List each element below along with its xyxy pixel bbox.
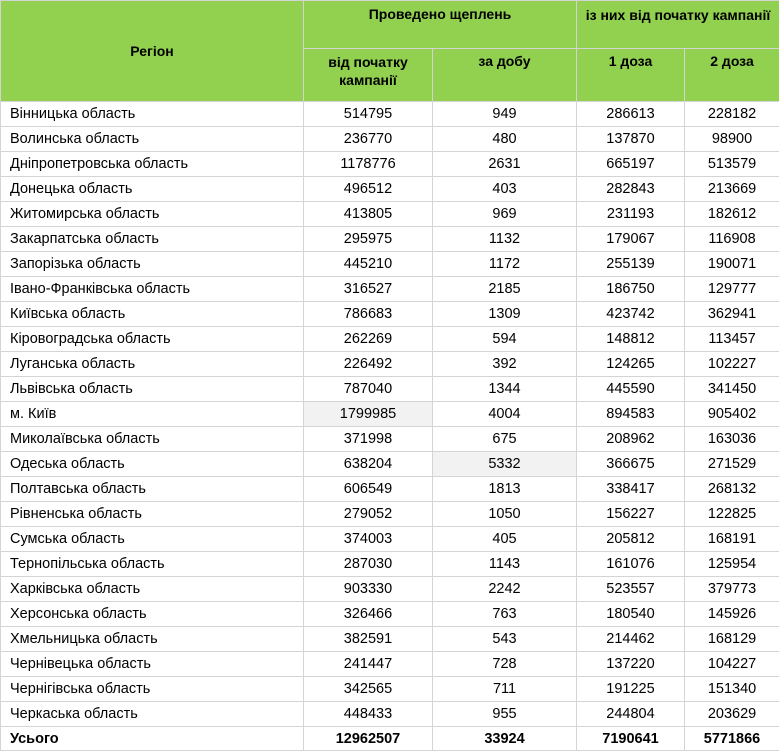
dose-2-cell[interactable]: 341450 [685,377,779,402]
header-region[interactable]: Регіон [1,1,304,102]
table-row [1,352,779,377]
region-cell[interactable]: Хмельницька область [1,627,304,652]
per-day-cell[interactable]: 2631 [433,152,577,177]
header-vaccinations[interactable]: Проведено щеплень [304,1,577,49]
per-day-cell[interactable]: 955 [433,702,577,727]
since-start-cell[interactable]: 342565 [304,677,433,702]
header-per-day[interactable]: за добу [433,49,577,102]
since-start-cell[interactable]: 295975 [304,227,433,252]
dose-1-cell[interactable]: 423742 [577,302,685,327]
dose-1-cell[interactable]: 179067 [577,227,685,252]
dose-1-cell[interactable]: 665197 [577,152,685,177]
dose-1-cell[interactable]: 205812 [577,527,685,552]
totals-per-day[interactable]: 33924 [433,727,577,751]
per-day-cell[interactable]: 480 [433,127,577,152]
per-day-cell[interactable]: 1172 [433,252,577,277]
region-cell[interactable]: Івано-Франківська область [1,277,304,302]
region-cell[interactable]: Одеська область [1,452,304,477]
region-cell[interactable]: Полтавська область [1,477,304,502]
dose-1-cell[interactable]: 255139 [577,252,685,277]
per-day-cell[interactable]: 5332 [433,452,577,477]
table-row [1,552,779,577]
region-cell[interactable]: Львівська область [1,377,304,402]
per-day-cell[interactable]: 711 [433,677,577,702]
header-dose-2[interactable]: 2 доза [685,49,779,102]
dose-2-cell[interactable]: 513579 [685,152,779,177]
per-day-cell[interactable]: 392 [433,352,577,377]
since-start-cell[interactable]: 413805 [304,202,433,227]
region-cell[interactable]: Сумська область [1,527,304,552]
per-day-cell[interactable]: 949 [433,102,577,127]
header-row-top [1,1,779,49]
table-row [1,527,779,552]
since-start-cell[interactable]: 316527 [304,277,433,302]
dose-1-cell[interactable]: 894583 [577,402,685,427]
dose-2-cell[interactable]: 125954 [685,552,779,577]
table-row [1,652,779,677]
totals-row [1,727,779,751]
dose-1-cell[interactable]: 191225 [577,677,685,702]
dose-1-cell[interactable]: 148812 [577,327,685,352]
dose-2-cell[interactable]: 268132 [685,477,779,502]
region-cell[interactable]: Тернопільська область [1,552,304,577]
dose-1-cell[interactable]: 161076 [577,552,685,577]
since-start-cell[interactable]: 236770 [304,127,433,152]
region-cell[interactable]: Закарпатська область [1,227,304,252]
since-start-cell[interactable]: 374003 [304,527,433,552]
table-row [1,302,779,327]
dose-1-cell[interactable]: 286613 [577,102,685,127]
region-cell[interactable]: Миколаївська область [1,427,304,452]
region-cell[interactable]: Харківська область [1,577,304,602]
dose-2-cell[interactable]: 122825 [685,502,779,527]
per-day-cell[interactable]: 1309 [433,302,577,327]
table-row [1,127,779,152]
dose-2-cell[interactable]: 271529 [685,452,779,477]
header-since-start[interactable]: від початку кампанії [304,49,433,102]
since-start-cell[interactable]: 241447 [304,652,433,677]
dose-2-cell[interactable]: 228182 [685,102,779,127]
per-day-cell[interactable]: 594 [433,327,577,352]
header-dose-1[interactable]: 1 доза [577,49,685,102]
region-cell[interactable]: Київська область [1,302,304,327]
dose-1-cell[interactable]: 282843 [577,177,685,202]
table-row [1,327,779,352]
dose-2-cell[interactable]: 129777 [685,277,779,302]
dose-2-cell[interactable]: 113457 [685,327,779,352]
per-day-cell[interactable]: 728 [433,652,577,677]
dose-1-cell[interactable]: 186750 [577,277,685,302]
per-day-cell[interactable]: 1813 [433,477,577,502]
since-start-cell[interactable]: 903330 [304,577,433,602]
since-start-cell[interactable]: 448433 [304,702,433,727]
table-row [1,427,779,452]
dose-2-cell[interactable]: 190071 [685,252,779,277]
dose-2-cell[interactable]: 203629 [685,702,779,727]
dose-2-cell[interactable]: 104227 [685,652,779,677]
since-start-cell[interactable]: 279052 [304,502,433,527]
region-cell[interactable]: Чернігівська область [1,677,304,702]
table-row [1,202,779,227]
dose-1-cell[interactable]: 137220 [577,652,685,677]
dose-1-cell[interactable]: 244804 [577,702,685,727]
since-start-cell[interactable]: 514795 [304,102,433,127]
table-row [1,577,779,602]
dose-1-cell[interactable]: 366675 [577,452,685,477]
region-cell[interactable]: Черкаська область [1,702,304,727]
table-body [1,102,779,751]
region-cell[interactable]: Донецька область [1,177,304,202]
dose-2-cell[interactable]: 168191 [685,527,779,552]
region-cell[interactable]: Рівненська область [1,502,304,527]
dose-2-cell[interactable]: 379773 [685,577,779,602]
dose-2-cell[interactable]: 145926 [685,602,779,627]
table-row [1,502,779,527]
dose-1-cell[interactable]: 208962 [577,427,685,452]
since-start-cell[interactable]: 262269 [304,327,433,352]
table-row [1,702,779,727]
region-cell[interactable]: Чернівецька область [1,652,304,677]
table-row [1,677,779,702]
since-start-cell[interactable]: 226492 [304,352,433,377]
dose-2-cell[interactable]: 98900 [685,127,779,152]
per-day-cell[interactable]: 403 [433,177,577,202]
per-day-cell[interactable]: 969 [433,202,577,227]
dose-1-cell[interactable]: 124265 [577,352,685,377]
table-row [1,377,779,402]
header-of-which[interactable]: із них від початку кампанії [577,1,779,49]
table-row [1,152,779,177]
per-day-cell[interactable]: 2242 [433,577,577,602]
dose-2-cell[interactable]: 151340 [685,677,779,702]
since-start-cell[interactable]: 382591 [304,627,433,652]
per-day-cell[interactable]: 2185 [433,277,577,302]
dose-2-cell[interactable]: 905402 [685,402,779,427]
since-start-cell[interactable]: 787040 [304,377,433,402]
dose-2-cell[interactable]: 182612 [685,202,779,227]
region-cell[interactable]: Луганська область [1,352,304,377]
since-start-cell[interactable]: 371998 [304,427,433,452]
region-cell[interactable]: Херсонська область [1,602,304,627]
per-day-cell[interactable]: 1132 [433,227,577,252]
table-row [1,402,779,427]
totals-dose-2[interactable]: 5771866 [685,727,779,751]
since-start-cell[interactable]: 1178776 [304,152,433,177]
table-row [1,452,779,477]
per-day-cell[interactable]: 675 [433,427,577,452]
dose-1-cell[interactable]: 137870 [577,127,685,152]
since-start-cell[interactable]: 786683 [304,302,433,327]
totals-label[interactable]: Усього [1,727,304,751]
since-start-cell[interactable]: 1799985 [304,402,433,427]
region-cell[interactable]: Дніпропетровська область [1,152,304,177]
since-start-cell[interactable]: 496512 [304,177,433,202]
region-cell[interactable]: Волинська область [1,127,304,152]
region-cell[interactable]: м. Київ [1,402,304,427]
region-cell[interactable]: Вінницька область [1,102,304,127]
table-row [1,477,779,502]
dose-2-cell[interactable]: 102227 [685,352,779,377]
per-day-cell[interactable]: 4004 [433,402,577,427]
region-cell[interactable]: Запорізька область [1,252,304,277]
per-day-cell[interactable]: 1050 [433,502,577,527]
dose-1-cell[interactable]: 214462 [577,627,685,652]
since-start-cell[interactable]: 287030 [304,552,433,577]
table-row [1,227,779,252]
table-row [1,102,779,127]
per-day-cell[interactable]: 763 [433,602,577,627]
dose-1-cell[interactable]: 180540 [577,602,685,627]
region-cell[interactable]: Житомирська область [1,202,304,227]
table-row [1,252,779,277]
since-start-cell[interactable]: 445210 [304,252,433,277]
dose-1-cell[interactable]: 523557 [577,577,685,602]
dose-2-cell[interactable]: 116908 [685,227,779,252]
per-day-cell[interactable]: 1344 [433,377,577,402]
dose-1-cell[interactable]: 338417 [577,477,685,502]
per-day-cell[interactable]: 405 [433,527,577,552]
since-start-cell[interactable]: 638204 [304,452,433,477]
region-cell[interactable]: Кіровоградська область [1,327,304,352]
per-day-cell[interactable]: 543 [433,627,577,652]
dose-2-cell[interactable]: 163036 [685,427,779,452]
totals-dose-1[interactable]: 7190641 [577,727,685,751]
dose-2-cell[interactable]: 168129 [685,627,779,652]
since-start-cell[interactable]: 606549 [304,477,433,502]
table-row [1,602,779,627]
dose-1-cell[interactable]: 231193 [577,202,685,227]
per-day-cell[interactable]: 1143 [433,552,577,577]
table-row [1,177,779,202]
totals-since-start[interactable]: 12962507 [304,727,433,751]
dose-2-cell[interactable]: 213669 [685,177,779,202]
dose-1-cell[interactable]: 445590 [577,377,685,402]
since-start-cell[interactable]: 326466 [304,602,433,627]
table-row [1,277,779,302]
table-row [1,627,779,652]
dose-2-cell[interactable]: 362941 [685,302,779,327]
dose-1-cell[interactable]: 156227 [577,502,685,527]
